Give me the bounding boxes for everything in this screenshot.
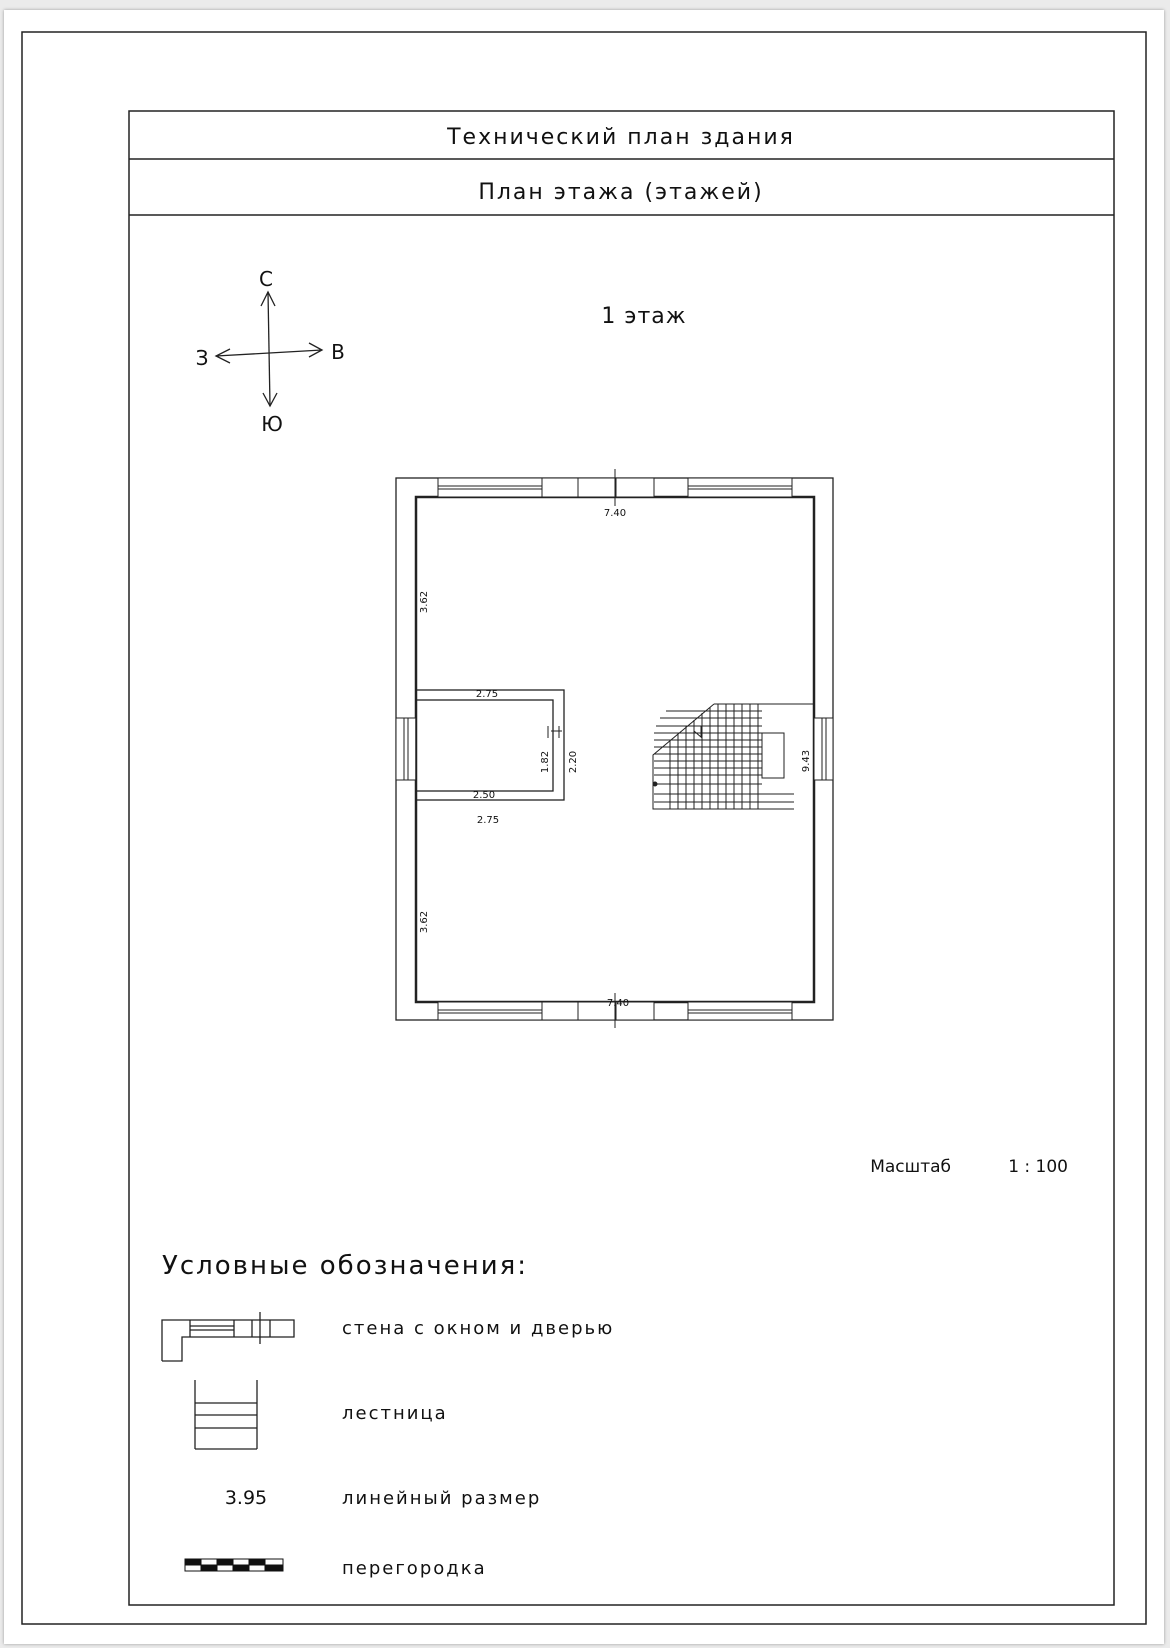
dimension-left-upper: 3.62 bbox=[419, 590, 430, 614]
inner-room-inner bbox=[416, 700, 553, 791]
inner-frame bbox=[129, 111, 1114, 1605]
legend-dimension-sample: 3.95 bbox=[224, 1487, 268, 1509]
document-subtitle: План этажа (этажей) bbox=[478, 180, 764, 205]
compass-west-label: З bbox=[195, 346, 209, 370]
scale-label: Масштаб bbox=[870, 1157, 951, 1177]
legend-stairs-label: лестница bbox=[342, 1403, 448, 1424]
dimension-room-inner-bottom: 2.50 bbox=[472, 790, 496, 801]
legend-wall-symbol bbox=[162, 1312, 294, 1361]
document-title: Технический план здания bbox=[447, 125, 795, 150]
top-window-right bbox=[688, 478, 792, 497]
bottom-window-left bbox=[438, 1002, 542, 1020]
legend-wall-label: стена с окном и дверью bbox=[342, 1318, 615, 1339]
dimension-room-top: 2.75 bbox=[475, 689, 499, 700]
compass-south-label: Ю bbox=[261, 412, 283, 436]
top-door bbox=[542, 478, 654, 497]
outer-frame bbox=[22, 32, 1146, 1624]
inner-wall bbox=[416, 497, 814, 1002]
legend-dimension-label: линейный размер bbox=[342, 1488, 542, 1509]
compass-north-label: С bbox=[259, 267, 273, 291]
bottom-window-right bbox=[688, 1002, 792, 1020]
bottom-door bbox=[542, 1002, 654, 1020]
top-window-left bbox=[438, 478, 542, 497]
dimension-room-inner-height: 1.82 bbox=[540, 750, 551, 774]
dimension-right-height: 9.43 bbox=[801, 749, 812, 773]
legend-partition-symbol bbox=[185, 1559, 283, 1571]
compass-east-label: В bbox=[331, 340, 345, 364]
floor-plan bbox=[396, 469, 833, 1028]
outer-wall bbox=[396, 478, 833, 1020]
document-sheet bbox=[4, 10, 1164, 1644]
compass-rose bbox=[216, 292, 322, 406]
dimension-left-lower: 3.62 bbox=[419, 910, 430, 934]
inner-room-outer bbox=[416, 690, 564, 800]
right-window bbox=[814, 718, 833, 780]
legend-stairs-symbol bbox=[195, 1380, 257, 1449]
left-window bbox=[396, 718, 416, 780]
legend-title: Условные обозначения: bbox=[162, 1251, 529, 1281]
dimension-room-outer-bottom: 2.75 bbox=[476, 815, 500, 826]
dimension-room-outer-height: 2.20 bbox=[568, 750, 579, 774]
legend-partition-label: перегородка bbox=[342, 1558, 487, 1579]
staircase bbox=[653, 704, 814, 809]
scale-value: 1 : 100 bbox=[1008, 1157, 1068, 1177]
dimension-bottom-width: 7.40 bbox=[606, 998, 630, 1009]
floor-label: 1 этаж bbox=[601, 304, 687, 329]
drawing bbox=[4, 10, 1164, 1644]
dimension-top-width: 7.40 bbox=[603, 508, 627, 519]
